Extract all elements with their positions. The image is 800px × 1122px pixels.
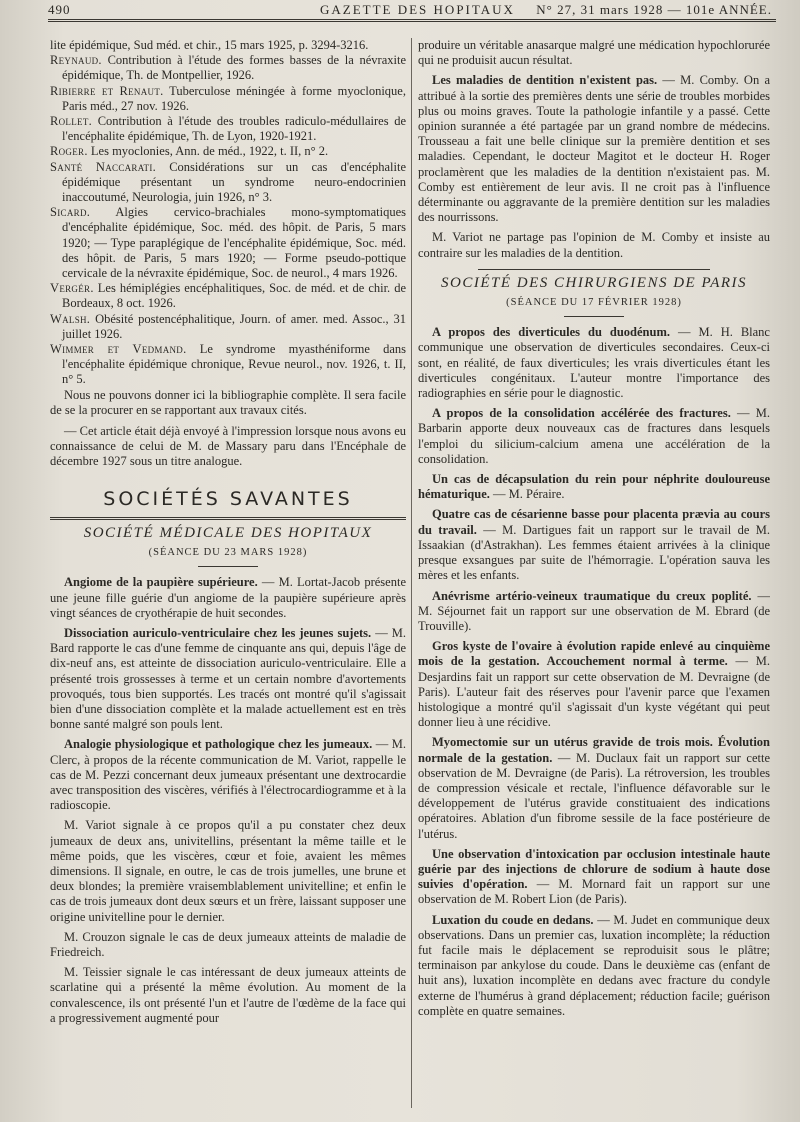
entry-body: M. Teissier signale le cas intéressant de deux jumeaux atteints de scarlatine qui a présenté la même évolution. Au moment de la convalescence, ils ont présenté l'un et l'autre de l'œdème de la face qui a progressivement augmenté pour [50, 965, 406, 1025]
editor-note: — Cet article était déjà envoyé à l'impression lorsque nous avons eu connaissance de celui de M. de Massary paru dans l'Encéphale de décembre 1927 sous un titre analogue. [50, 424, 406, 469]
seance-date-2: (SÉANCE DU 17 FÉVRIER 1928) [506, 297, 682, 309]
bibliography-note: Nous ne pouvons donner ici la bibliographie complète. Il sera facile de se la procurer en se rapportant aux travaux cités. [50, 387, 406, 417]
entry-title: Les maladies de dentition n'existent pas. [432, 73, 658, 88]
society-entry [418, 589, 770, 635]
entry-title: Anévrisme artério-veineux traumatique du creux poplité. [432, 588, 752, 603]
right-entries-a [418, 73, 770, 260]
entry-body: — M. Bard rapporte le cas d'une femme de cinquante ans qui, depuis l'âge de dix-neuf ans, est atteinte de dissociation auriculo-ventriculaire. Elle a présenté trois grossesses à terme et un certain nombre d'avortements provoqués, tous bien supportés. Les tracés ont montré qu'il s'agissait bien d'une dissociation complète et la malade actuellement est en très bonne santé malgré son pouls lent. [50, 625, 406, 732]
entry-body: — M. Péraire. [493, 487, 565, 502]
reference-author: Roger. [50, 144, 88, 159]
seance-date: (SÉANCE DU 23 MARS 1928) [148, 547, 308, 559]
society-heading: SOCIÉTÉ MÉDICALE DES HOPITAUX [83, 524, 373, 541]
entry-body: M. Variot ne partage pas l'opinion de M. Comby et insiste au contraire sur les maladies de la dentition. [418, 230, 770, 260]
reference-text: Tuberculose méningée à forme myoclonique, Paris méd., 27 nov. 1926. [62, 83, 406, 113]
entry-body: — M. Clerc, à propos de la récente communication de M. Variot, rappelle le cas de M. Pezzi concernant deux jumeaux présentant une dextrocardie avec transposition des viscères, vérifiés à l'électrocardiogramme et à la radioscopie. [50, 737, 406, 813]
entry-body: — M. Lortat-Jacob présente une jeune fille guérie d'un angiome de la paupière supérieure après vingt séances de cryothérapie de huit secondes. [50, 575, 406, 620]
reference-text: Le syndrome myasthéniforme dans l'encéphalite épidémique chronique, Revue neurol., nov. 1926, t. II, n° 5. [62, 342, 406, 387]
reference-text: Les myoclonies, Ann. de méd., 1922, t. II, n° 2. [90, 144, 329, 159]
entry-body: M. Crouzon signale le cas de deux jumeaux atteints de maladie de Friedreich. [50, 929, 406, 959]
society-entry [418, 639, 770, 730]
reference-text: Contribution à l'étude des troubles radiculo-médullaires de l'encéphalite épidémique, Th. de Lyon, 1920-1921. [62, 114, 406, 144]
society-entry [418, 230, 770, 260]
entry-title: Analogie physiologique et pathologique chez les jumeaux. [64, 737, 373, 752]
bibliography-entry [50, 160, 406, 206]
continued-text: produire un véritable anasarque malgré une médication hypochlorurée qui ne produisit aucun résultat. [418, 38, 770, 68]
bibliography-entry [50, 144, 406, 159]
reference-author: Walsh. [50, 311, 91, 326]
bibliography-entry [50, 53, 406, 83]
bibliography-entry [50, 205, 406, 281]
entry-title: Luxation du coude en dedans. [432, 912, 594, 927]
society-entry [418, 507, 770, 583]
entry-title: A propos de la consolidation accélérée des fractures. [432, 406, 731, 421]
society-entry [418, 325, 770, 401]
reference-author: Reynaud. [50, 53, 102, 68]
bibliography-entry [50, 114, 406, 144]
issue-date: N° 27, 31 mars 1928 — 101e ANNÉE. [536, 2, 772, 17]
entry-body: — M. Barbarin apporte deux nouveaux cas de fractures dans lesquels l'emploi du silicium-calcium amena une accélération de la consolidation. [418, 406, 770, 466]
society-entry [418, 472, 770, 502]
bibliography-entry [50, 342, 406, 388]
society-entry [50, 930, 406, 960]
reference-author: Rollet. [50, 114, 93, 129]
entry-title: A propos des diverticules du duodénum. [432, 325, 670, 340]
bibliography-entry [50, 38, 406, 53]
reference-author: Santé Naccarati. [50, 159, 157, 174]
entry-body: — M. Dartigues fait un rapport sur le travail de M. Issaakian (d'Astrakhan). Les femmes étaient arrivées à la clinique presque exsangues par suite de l'hémorragie. L'opération sauva les mères et les enfants. [418, 522, 770, 583]
society-entry [50, 965, 406, 1026]
section-title: SOCIÉTÉS SAVANTES [103, 487, 353, 510]
reference-text: Contribution à l'étude des formes basses de la névraxite épidémique, Th. de Montpellier, 1926. [62, 53, 406, 83]
entry-body: — M. Desjardins fait un rapport sur cette observation de M. Devraigne (de Paris). L'auteur fait des réserves pour l'avenir parce que l'examen histologique a montré qu'il s'agissait d'un kyste végétant qui peut donner lieu à une récidive. [418, 654, 770, 730]
heading-rule-2 [564, 316, 624, 317]
society-entry [418, 847, 770, 908]
heading-rule [198, 566, 258, 567]
entry-body: — M. Comby. On a attribué à la sortie des premières dents une série de troubles morbides plus ou moins graves. Toute la pathologie infantile y a passé. Cette opinion surannée a été partagée par un grand nombre de médecins. Trousseau a fait une belle clinique sur la première dentition et ses maladies. Cependant, le docteur Magitot et le docteur H. Roger proclamèrent que les maladies de la dentition n'existaient pas. M. Comby est entièrement de leur avis. Il ne croit pas à l'influence déterminante ou aggravante de la première dentition sur les maladies des nourrissons. [418, 73, 770, 225]
reference-author: Vergér. [50, 281, 94, 296]
society-entry [50, 737, 406, 813]
entry-title: Un cas de décapsulation du rein pour néphrite douloureuse hématurique. [418, 472, 770, 502]
reference-text: Algies cervico-brachiales mono-symptomatiques d'encéphalite épidémique, Soc. méd. des hôpit. de Paris, 5 mars 1920; — Type paraplégique de l'encéphalite épidémique, Soc. méd. des hôpit. de Paris, 5 mars 1920; — Forme pseudo-pottique cervicale de la névraxite épidémique, Soc. de neurol., 4 mars 1926. [62, 205, 406, 281]
reference-author: Ribierre et Renaut. [50, 83, 164, 98]
entry-body: — M. Judet en communique deux observations. Dans un premier cas, luxation incomplète; la réduction fut facile mais le déplacement se reproduisit sous le plâtre; terminaison par ankylose du coude. Dans le deuxième cas (enfant de huit ans), luxation incomplète en dedans avec fracture du condyle externe de l'humérus à grand déplacement; réduction facile; guérison complète en quatre semaines. [418, 912, 770, 1018]
entry-title: Gros kyste de l'ovaire à évolution rapide enlevé au cinquième mois de la gestation. Accouchement normal à terme. [418, 639, 770, 669]
bibliography [50, 38, 406, 388]
right-entries-b [418, 325, 770, 1019]
entry-body: M. Variot signale à ce propos qu'il a pu constater chez deux jumeaux de deux ans, univitellins, présentant la même taille et le même poids, que les viscères, cœur et foie, avaient les mêmes dimensions. Il signale, en outre, le cas de trois jumelles, une brune et deux blondes; la première vraisemblablement univitelline; et enfin le cas de trois jumeaux dont deux sœurs et un frère, laissant supposer une origine univitelline pour le dernier. [50, 818, 406, 924]
reference-author: Wimmer et Vedmand. [50, 342, 187, 357]
bibliography-entry [50, 312, 406, 342]
page-header [48, 2, 772, 18]
reference-text: Obésité postencéphalitique, Journ. of amer. med. Assoc., 31 juillet 1926. [62, 311, 406, 341]
society-entry [418, 406, 770, 467]
entry-body: — M. Mornard fait un rapport sur une observation de M. Robert Lion (de Paris). [418, 877, 770, 907]
right-column [418, 38, 770, 1110]
entry-title: Dissociation auriculo-ventriculaire chez les jeunes sujets. [64, 625, 372, 640]
left-entries [50, 575, 406, 1026]
entry-title: Quatre cas de césarienne basse pour placenta prævia au cours du travail. [418, 507, 770, 537]
entry-body: — M. Duclaux fait un rapport sur cette observation de M. Devraigne (de Paris). La rétroversion, les troubles de compression vésicale et rectale, l'influence défavorable sur le développement de l'utérus gravide constituaient des indications opératoires. Ablation d'un fibrome sessile de la face postérieure de l'utérus. [418, 750, 770, 841]
entry-title: Une observation d'intoxication par occlusion intestinale haute guérie par des injections de chlorure de sodium à haute dose suivies d'opération. [418, 846, 770, 892]
reference-text: lite épidémique, Sud méd. et chir., 15 mars 1925, p. 3294-3216. [50, 38, 369, 52]
section-rule-2 [478, 269, 710, 270]
bibliography-entry [50, 281, 406, 311]
page-number: 490 [48, 2, 71, 17]
society-entry [50, 818, 406, 924]
column-divider [411, 38, 412, 1108]
reference-text: Considérations sur un cas d'encéphalite épidémique présentant un syndrome neuro-endocrinien inaccoutumé, Neurologia, juin 1926, n° 3. [62, 159, 406, 205]
entry-title: Myomectomie sur un utérus gravide de trois mois. Évolution normale de la gestation. [418, 735, 770, 765]
reference-text: Les hémiplégies encéphalitiques, Soc. de méd. et de chir. de Bordeaux, 8 oct. 1926. [62, 281, 406, 311]
left-column [50, 38, 406, 1110]
section-rule [50, 517, 406, 520]
society-entry [50, 575, 406, 621]
bibliography-entry [50, 84, 406, 114]
publication-title: GAZETTE DES HOPITAUX [320, 2, 515, 17]
society-entry [50, 626, 406, 732]
society-entry [418, 735, 770, 841]
reference-author: Sicard. [50, 205, 91, 220]
header-rule [48, 19, 776, 22]
society-entry [418, 73, 770, 225]
society-heading-2: SOCIÉTÉ DES CHIRURGIENS DE PARIS [440, 274, 748, 291]
entry-body: — M. H. Blanc communique une observation de diverticules secondaires. Ceux-ci sont, en réalité, de faux diverticules; les vrais diverticules étant les diverticules congénitaux. L'auteur montre l'importance des radiographies en série pour le diagnostic. [418, 325, 770, 401]
society-entry [418, 913, 770, 1019]
entry-body: — M. Séjournet fait un rapport sur une observation de M. Ebrard (de Trouville). [418, 588, 770, 633]
entry-title: Angiome de la paupière supérieure. [64, 575, 258, 590]
